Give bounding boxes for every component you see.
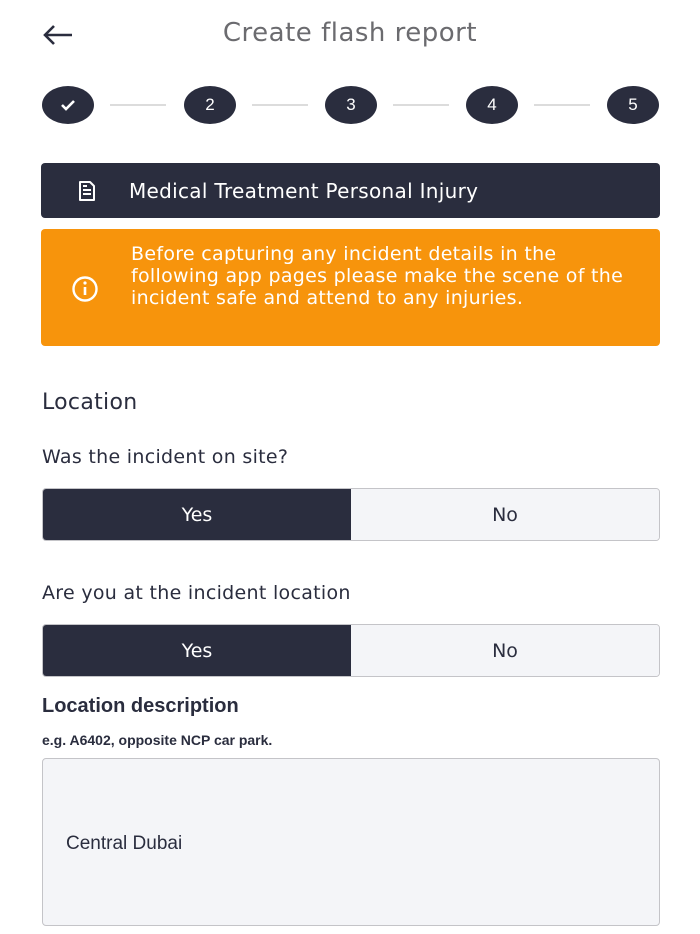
question-on-site: Was the incident on site? [42, 446, 289, 468]
check-icon [60, 98, 76, 112]
location-description-value: Central Dubai [66, 833, 183, 854]
step-3[interactable]: 3 [325, 86, 377, 124]
at-location-yes-button[interactable]: Yes [43, 625, 351, 676]
section-title-location: Location [42, 390, 138, 415]
app-header [0, 0, 700, 75]
step-connector [252, 104, 308, 106]
safety-warning [41, 229, 660, 346]
at-location-toggle [42, 624, 660, 677]
on-site-no-button[interactable]: No [351, 489, 659, 540]
on-site-toggle [42, 488, 660, 541]
progress-stepper [42, 86, 659, 124]
info-icon [71, 275, 99, 303]
step-4[interactable]: 4 [466, 86, 518, 124]
location-description-input[interactable] [42, 758, 660, 926]
step-5[interactable]: 5 [607, 86, 659, 124]
document-icon [75, 179, 99, 203]
at-location-no-button[interactable]: No [351, 625, 659, 676]
page-title: Create flash report [222, 18, 478, 48]
location-description-label: Location description [42, 695, 239, 717]
question-at-location: Are you at the incident location [42, 582, 351, 604]
step-1-completed[interactable] [42, 86, 94, 124]
location-description-hint: e.g. A6402, opposite NCP car park. [42, 732, 273, 748]
step-connector [393, 104, 449, 106]
on-site-yes-button[interactable]: Yes [43, 489, 351, 540]
step-connector [534, 104, 590, 106]
incident-type-label: Medical Treatment Personal Injury [129, 178, 479, 203]
step-connector [110, 104, 166, 106]
warning-text: Before capturing any incident details in the following app pages please make the scene of the incident safe and attend to any injuries. [131, 243, 624, 309]
step-2[interactable]: 2 [184, 86, 236, 124]
incident-type-banner [41, 163, 660, 218]
